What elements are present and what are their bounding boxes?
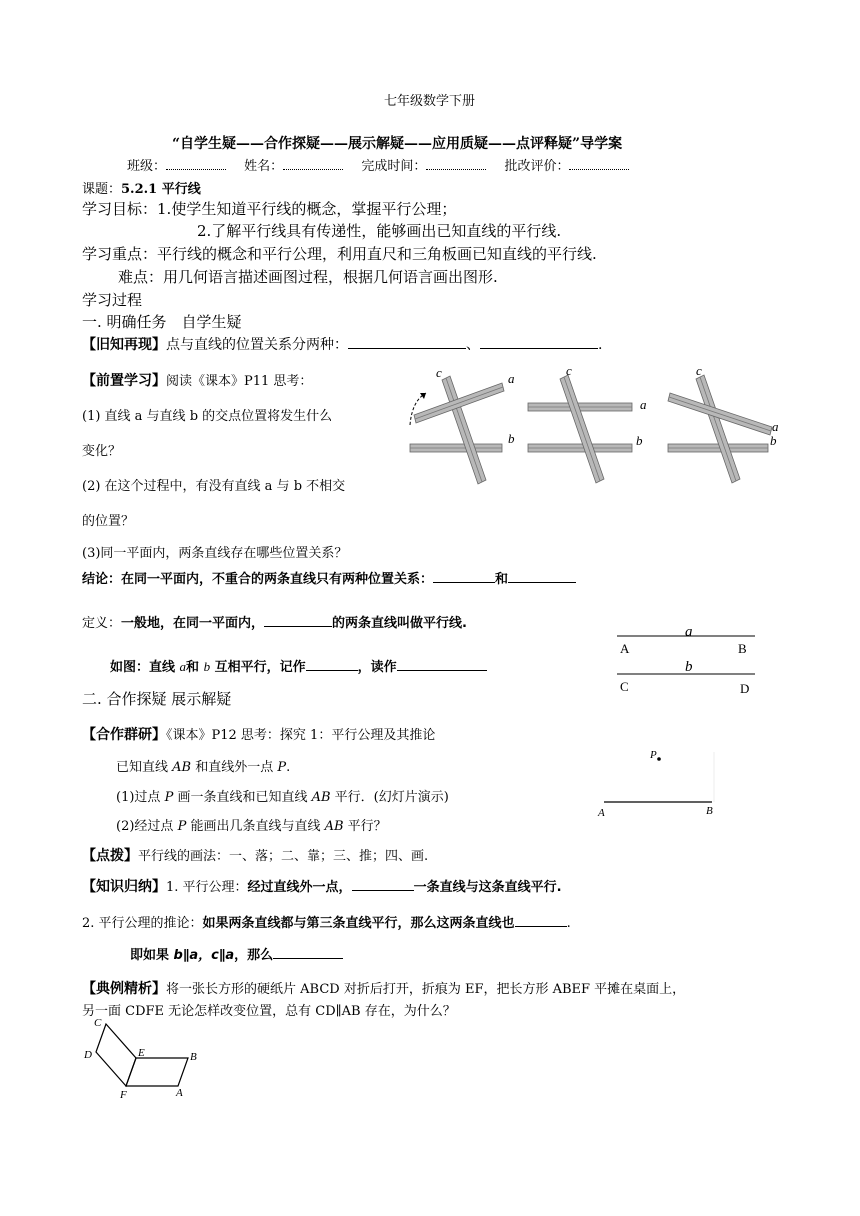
step1-a: (1)过点 xyxy=(116,790,165,805)
question-1a: (1) 直线 a 与直线 b 的交点位置将发生什么 xyxy=(82,409,333,424)
given-line xyxy=(116,756,290,775)
topic-label: 课题： xyxy=(82,182,122,197)
section1-heading: 一. 明确任务 自学生疑 xyxy=(82,313,242,331)
label-a-2: a xyxy=(640,397,647,412)
ruler-panel-1 xyxy=(410,365,515,484)
label-b-1: b xyxy=(508,431,515,446)
given-text-b: 和直线外一点 xyxy=(191,760,278,775)
hard-line xyxy=(118,266,498,287)
time-blank[interactable] xyxy=(426,157,486,170)
label-c-1: c xyxy=(436,365,442,380)
notation-he: 和 xyxy=(186,660,204,675)
knowledge-tag: 【知识归纳】 xyxy=(82,879,166,895)
guide-title: “自学生疑——合作探疑——展示解疑——应用质疑——点评释疑”导学案 xyxy=(172,136,623,152)
label-A: A xyxy=(620,641,630,656)
corollary-a: 2. 平行公理的推论： xyxy=(82,916,203,931)
step2-p: P xyxy=(177,819,187,834)
review-line xyxy=(82,334,602,354)
corollary-end: . xyxy=(566,916,571,931)
tip-line xyxy=(82,845,428,865)
example-text-2: 另一面 CDFE 无论怎样改变位置，总有 CD∥AB 存在，为什么？ xyxy=(82,1004,456,1019)
step-2-line xyxy=(116,815,387,834)
given-p: P xyxy=(277,760,287,775)
ie-b: b∥a，c∥a xyxy=(173,948,235,963)
question-1b: 变化？ xyxy=(82,444,122,459)
label-B: B xyxy=(738,641,747,656)
conclusion-text: 结论：在同一平面内，不重合的两条直线只有两种位置关系： xyxy=(82,572,434,587)
label-A-p: A xyxy=(598,807,605,819)
label-C: C xyxy=(620,679,629,694)
step2-c: 平行？ xyxy=(343,819,387,834)
label-a-3: a xyxy=(772,419,779,434)
section2-heading: 二. 合作探疑 展示解疑 xyxy=(82,690,232,708)
hard-label: 难点： xyxy=(118,268,164,286)
review-end: . xyxy=(598,337,603,353)
coop-line xyxy=(82,724,435,744)
definition-line xyxy=(82,612,467,631)
definition-text-a: 一般地，在同一平面内， xyxy=(121,616,265,631)
review-blank-1[interactable] xyxy=(348,336,466,349)
review-label: 批改评价： xyxy=(504,159,570,174)
review-blank[interactable] xyxy=(569,157,629,170)
label-b-2: b xyxy=(636,433,643,448)
definition-blank[interactable] xyxy=(264,614,332,627)
face-abef xyxy=(126,1058,188,1086)
point-p xyxy=(657,757,661,761)
review-text: 点与直线的位置关系分两种： xyxy=(166,337,348,353)
given-text-a: 已知直线 xyxy=(116,760,173,775)
knowledge-b: 经过直线外一点， xyxy=(247,880,352,895)
review-sep: 、 xyxy=(466,337,480,353)
knowledge-line xyxy=(82,876,562,896)
notation-text-c: ，读作 xyxy=(357,660,397,675)
face-cdfe xyxy=(96,1024,136,1086)
tip-tag: 【点拨】 xyxy=(82,848,138,864)
axiom-blank[interactable] xyxy=(352,878,414,891)
time-label: 完成时间： xyxy=(361,159,427,174)
ruler-panel-3 xyxy=(668,365,779,483)
grade-title: 七年级数学下册 xyxy=(384,94,476,109)
conclusion-line xyxy=(82,568,576,587)
ie-line xyxy=(130,944,343,963)
label-a-1: a xyxy=(508,371,515,386)
step1-b: 画一条直线和已知直线 xyxy=(173,790,312,805)
parallel-ab-figure xyxy=(612,622,762,698)
label-B-p: B xyxy=(706,805,713,817)
label-b: b xyxy=(685,659,693,675)
label-c-2: c xyxy=(566,365,572,378)
question-2a: (2) 在这个过程中，有没有直线 a 与 b 不相交 xyxy=(82,479,346,494)
goal-1: 1.使学生知道平行线的概念，掌握平行公理； xyxy=(157,200,457,218)
example-line-1 xyxy=(82,978,685,998)
fold-figure xyxy=(80,1012,210,1102)
question-2b: 的位置？ xyxy=(82,514,135,529)
knowledge-c: 一条直线与这条直线平行. xyxy=(413,880,562,895)
definition-text-b: 的两条直线叫做平行线. xyxy=(332,616,467,631)
notation-text-a: 如图：直线 xyxy=(110,660,180,675)
step-1-line xyxy=(116,786,449,805)
pre-line xyxy=(82,370,312,390)
notation-blank[interactable] xyxy=(306,658,358,671)
label-A-f: A xyxy=(176,1087,183,1099)
step1-ab: AB xyxy=(311,790,331,805)
class-blank[interactable] xyxy=(166,157,226,170)
ruler-panel-2 xyxy=(528,365,647,483)
pre-text: 阅读《课本》P11 思考： xyxy=(166,374,313,389)
question-3: (3)同一平面内，两条直线存在哪些位置关系？ xyxy=(82,546,348,561)
label-c-3: c xyxy=(696,365,702,378)
info-row xyxy=(127,155,629,174)
review-blank-2[interactable] xyxy=(480,336,598,349)
point-p-figure xyxy=(596,742,721,820)
notation-var-a: a xyxy=(179,659,187,674)
conclusion-blank-2[interactable] xyxy=(508,570,576,583)
given-ab: AB xyxy=(172,760,192,775)
label-B-f: B xyxy=(190,1051,197,1063)
label-D: D xyxy=(740,681,750,696)
notation-text-b: 互相平行，记作 xyxy=(210,660,306,675)
coop-text: 《课本》P12 思考：探究 1：平行公理及其推论 xyxy=(166,728,436,743)
figure-notation-line xyxy=(110,656,487,675)
step2-ab: AB xyxy=(324,819,344,834)
conclusion-and: 和 xyxy=(495,572,509,587)
hard: 用几何语言描述画图过程，根据几何语言画出图形. xyxy=(163,268,498,286)
corollary-b: 如果两条直线都与第三条直线平行，那么这两条直线也 xyxy=(202,916,515,931)
rotating-lines-figure xyxy=(400,365,790,490)
review-tag: 【旧知再现】 xyxy=(82,337,166,353)
key-label: 学习重点： xyxy=(82,245,158,263)
coop-tag: 【合作群研】 xyxy=(82,727,166,743)
topic: 5.2.1 平行线 xyxy=(121,182,201,197)
goal-2: 2.了解平行线具有传递性，能够画出已知直线的平行线. xyxy=(197,222,562,240)
given-end: . xyxy=(286,760,291,775)
class-label: 班级： xyxy=(127,159,167,174)
knowledge-a: 1. 平行公理： xyxy=(166,880,248,895)
ie-blank[interactable] xyxy=(273,946,343,959)
step2-a: (2)经过点 xyxy=(116,819,178,834)
key-line xyxy=(82,243,597,264)
label-P: P xyxy=(650,749,657,761)
step1-c: 平行．(幻灯片演示) xyxy=(330,790,449,805)
tip-text: 平行线的画法：一、落；二、靠；三、推；四、画. xyxy=(138,849,429,864)
goal-line-1 xyxy=(82,198,456,219)
name-label: 姓名： xyxy=(244,159,284,174)
example-tag: 【典例精析】 xyxy=(82,981,166,997)
step1-p: P xyxy=(164,790,174,805)
label-F-f: F xyxy=(120,1089,127,1101)
label-E-f: E xyxy=(138,1047,145,1059)
corollary-line xyxy=(82,912,571,931)
name-blank[interactable] xyxy=(283,157,343,170)
reading-blank[interactable] xyxy=(397,658,487,671)
process-heading: 学习过程 xyxy=(82,291,143,309)
ie-c: ，那么 xyxy=(234,948,274,963)
label-D-f: D xyxy=(84,1049,92,1061)
pre-tag: 【前置学习】 xyxy=(82,373,166,389)
example-text-1: 将一张长方形的硬纸片 ABCD 对折后打开，折痕为 EF，把长方形 ABEF 平摊在桌面上， xyxy=(166,982,686,997)
ie-a: 即如果 xyxy=(130,948,174,963)
corollary-blank[interactable] xyxy=(515,914,567,927)
key: 平行线的概念和平行公理，利用直尺和三角板画已知直线的平行线. xyxy=(157,245,597,263)
definition-label: 定义： xyxy=(82,616,122,631)
label-C-f: C xyxy=(94,1017,102,1029)
label-a: a xyxy=(685,624,693,640)
label-b-3: b xyxy=(770,433,777,448)
topic-line xyxy=(82,178,201,197)
step2-b: 能画出几条直线与直线 xyxy=(186,819,325,834)
goal-label: 学习目标： xyxy=(82,200,158,218)
notation-var-b: b xyxy=(203,659,211,674)
conclusion-blank-1[interactable] xyxy=(433,570,495,583)
